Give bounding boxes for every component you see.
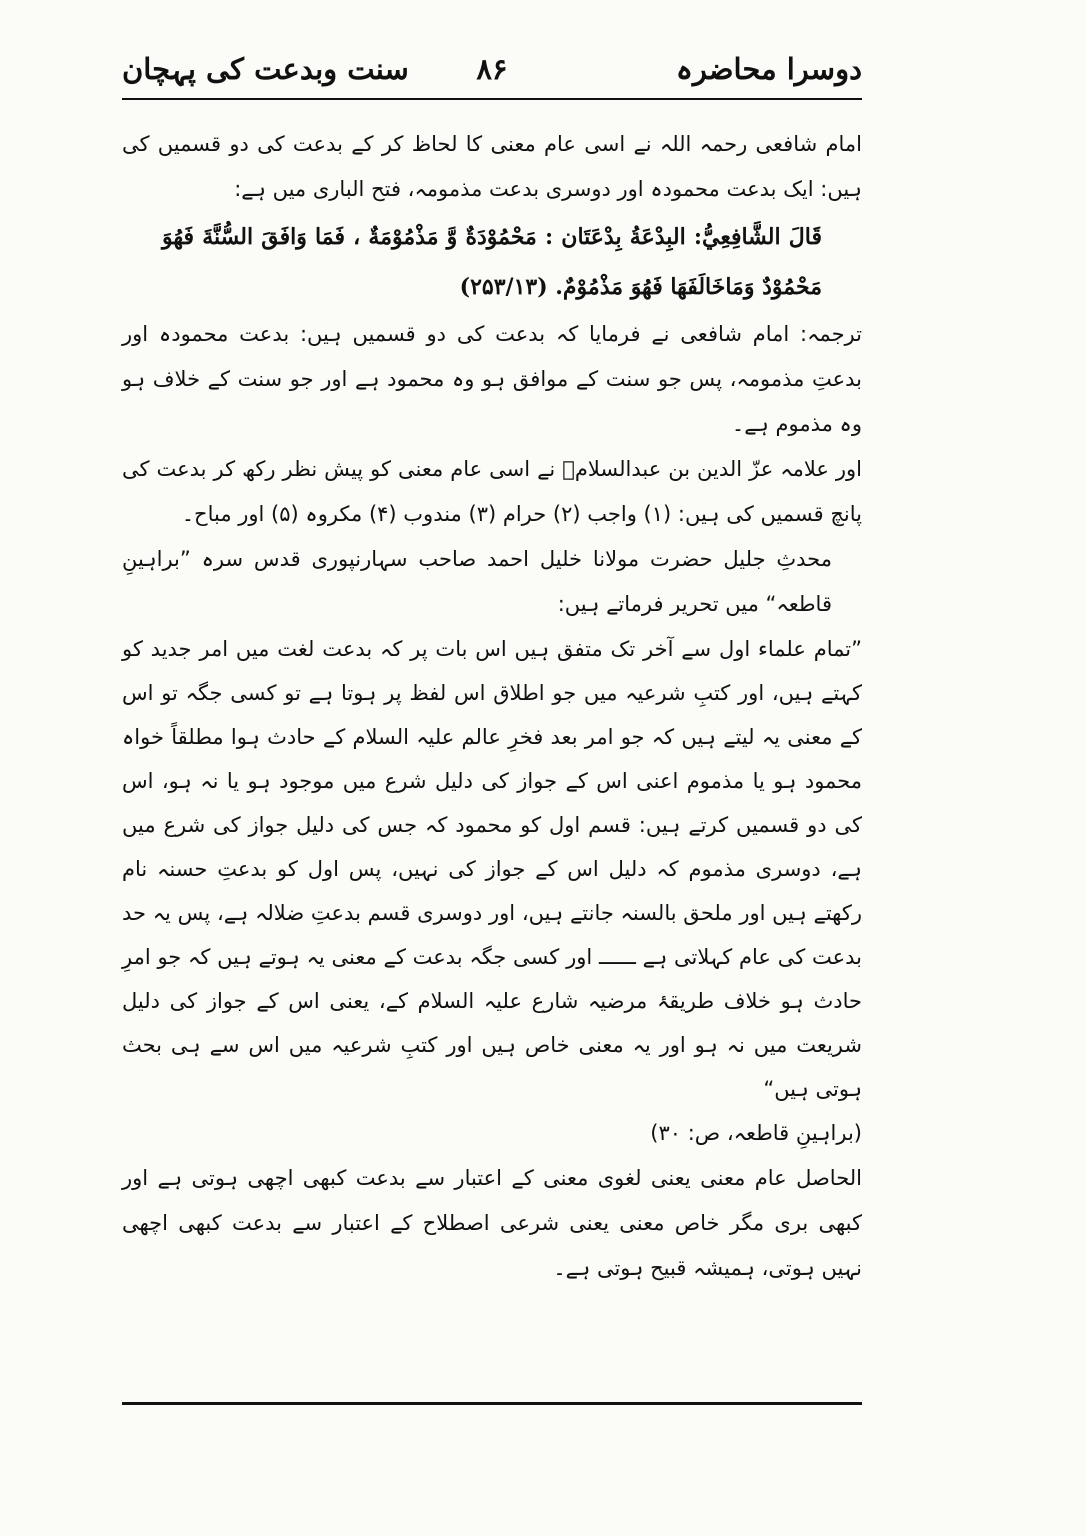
page-number: ۸۶	[476, 52, 508, 86]
header-rule	[122, 98, 862, 100]
arabic-quotation: قَالَ الشَّافِعِيُّ: البِدْعَةُ بِدْعَتَان : مَحْمُوْدَةٌ وَّ مَذْمُوْمَةٌ ، فَمَا وَافَقَ السُّنَّةَ فَهُوَ مَحْمُوْدٌ وَمَاخَالَفَهَا فَهُوَ مَذْمُوْمٌ. (۲۵۳/۱۳)	[162, 224, 822, 300]
book-title: سنت وبدعت کی پہچان	[122, 52, 409, 86]
footer-rule	[122, 1402, 862, 1405]
citation: (براہینِ قاطعہ، ص: ۳۰)	[650, 1121, 862, 1145]
block-quotation: ”تمام علماء اول سے آخر تک متفق ہیں اس بات پر کہ بدعت لغت میں امر جدید کو کہتے ہیں، اور کتبِ شرعیہ میں جو اطلاق اس لفظ پر ہوتا ہے تو کسی جگہ تو اس کے معنی یہ لیتے ہیں کہ جو امر بعد فخرِ عالم علیہ السلام کے حادث ہوا مطلقاً خواہ محمود ہو یا مذموم اعنی اس کے جواز کی دلیل شرع میں موجود ہو یا نہ ہو، اس کی دو قسمیں کرتے ہیں: قسم اول کو محمود کہ جس کی دلیل جواز کی شرع میں ہے، دوسری مذموم کہ دلیل اس کے جواز کی نہیں، پس اول کو بدعتِ حسنہ نام رکھتے ہیں اور ملحق بالسنہ جانتے ہیں، اور دوسری قسم بدعتِ ضلالہ ہے، پس یہ حد بدعت کی عام کہلاتی ہے ــــــ اور کسی جگہ بدعت کے معنی یہ ہوتے ہیں کہ جو امرِ حادث ہو خلاف طریقۂ مرضیہ شارع علیہ السلام کے، یعنی اس کے جواز کی دلیل شریعت میں نہ ہو اور یہ معنی خاص ہیں اور کتبِ شرعیہ میں اس سے ہی بحث ہوتی ہیں“	[122, 637, 862, 1101]
paragraph-five-types: اور علامہ عزّ الدین بن عبدالسلامؒ نے اسی عام معنی کو پیش نظر رکھ کر بدعت کی پانچ قسمیں کی ہیں: (۱) واجب (۲) حرام (۳) مندوب (۴) مکروہ (۵) اور مباح۔	[122, 457, 862, 526]
page-body	[122, 122, 862, 1291]
lecture-title: دوسرا محاضرہ	[675, 52, 862, 86]
paragraph-translation: ترجمہ: امام شافعی نے فرمایا کہ بدعت کی دو قسمیں ہیں: بدعت محمودہ اور بدعتِ مذمومہ، پس جو سنت کے موافق ہو وہ محمود ہے اور جو سنت کے خلاف ہو وہ مذموم ہے۔	[122, 322, 862, 436]
paragraph-muhaddith: محدثِ جلیل حضرت مولانا خلیل احمد صاحب سہارنپوری قدس سرہ ”براہینِ قاطعہ“ میں تحریر فرماتے ہیں:	[122, 547, 832, 616]
page-header	[122, 52, 862, 98]
paragraph-intro: امام شافعی رحمہ اللہ نے اسی عام معنی کا لحاظ کر کے بدعت کی دو قسمیں کی ہیں: ایک بدعت محمودہ اور دوسری بدعت مذمومہ، فتح الباری میں ہے:	[122, 132, 862, 201]
paragraph-conclusion: الحاصل عام معنی یعنی لغوی معنی کے اعتبار سے بدعت کبھی اچھی ہوتی ہے اور کبھی بری مگر خاص معنی یعنی شرعی اصطلاح کے اعتبار سے بدعت کبھی اچھی نہیں ہوتی، ہمیشہ قبیح ہوتی ہے۔	[122, 1166, 862, 1280]
